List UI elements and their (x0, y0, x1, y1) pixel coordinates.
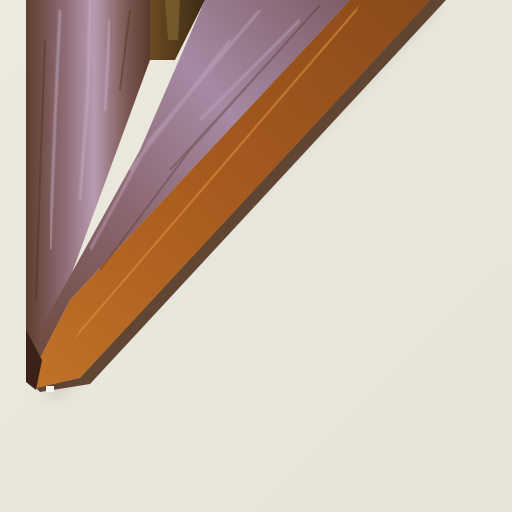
wall-hook (46, 386, 54, 392)
